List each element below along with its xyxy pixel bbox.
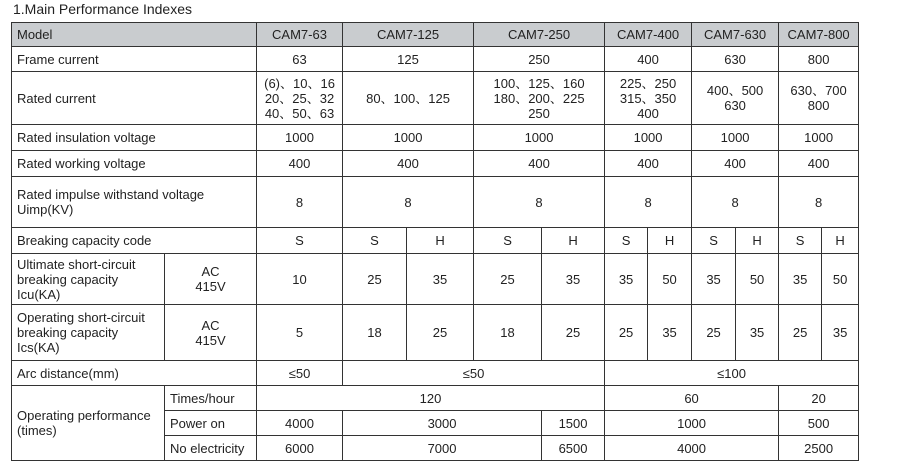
frame-current-label: Frame current [12,47,257,72]
table-cell: 4000 [257,411,343,436]
table-cell: 35 [736,305,779,361]
cell-line: 630 [724,98,746,113]
label-line: Operating performance [17,408,151,423]
ultimate-short-circuit-label [12,254,165,305]
cell-line: 315、350 [619,90,677,106]
table-cell: 35 [605,254,648,305]
table-cell: 400 [779,151,859,177]
condition-line: 415V [195,332,226,348]
table-cell: 18 [474,305,542,361]
table-cell: 25 [779,305,822,361]
table-cell: 25 [343,254,407,305]
table-cell: 35 [779,254,822,305]
table-cell: 25 [542,305,605,361]
table-cell: 1500 [542,411,605,436]
table-cell: 20 [779,386,859,411]
table-cell: 25 [407,305,474,361]
ultimate-short-circuit-row [12,254,859,305]
operating-short-circuit-row [12,305,859,361]
table-cell: 1000 [605,411,779,436]
table-cell: 400 [257,151,343,177]
table-cell: 60 [605,386,779,411]
rated-impulse-voltage-row [12,177,859,228]
table-cell [474,72,605,125]
table-cell: 25 [605,305,648,361]
table-cell: 8 [692,177,779,228]
times-hour-label: Times/hour [165,386,257,411]
table-cell: 50 [822,254,859,305]
table-cell: ≤50 [343,361,605,386]
model-cam7-63: CAM7-63 [257,23,343,47]
cell-line: 225、250 [619,75,677,91]
label-line: Icu(KA) [17,286,61,302]
rated-insulation-voltage-row [12,125,859,151]
section-title: 1.Main Performance Indexes [13,1,192,17]
performance-table [11,22,859,461]
table-cell: 800 [779,47,859,72]
rated-impulse-voltage-label [12,177,257,228]
condition-line: AC [201,317,220,333]
table-cell: S [779,228,822,254]
table-cell: 50 [736,254,779,305]
model-cam7-400: CAM7-400 [605,23,692,47]
cell-line: 400、500 [706,83,764,98]
table-cell: 125 [343,47,474,72]
table-cell: 8 [474,177,605,228]
table-cell [257,72,343,125]
condition-line: 415V [195,279,226,294]
table-cell: 18 [343,305,407,361]
label-line: (times) [17,423,57,438]
table-cell: 400 [692,151,779,177]
times-hour-row [12,386,859,411]
table-cell: 35 [407,254,474,305]
operating-condition [165,305,257,361]
header-row [12,23,859,47]
table-cell: 35 [822,305,859,361]
rated-working-voltage-label: Rated working voltage [12,151,257,177]
arc-distance-row [12,361,859,386]
table-cell [605,72,692,125]
table-cell: 35 [542,254,605,305]
table-cell: 250 [474,47,605,72]
table-cell: ≤50 [257,361,343,386]
table-cell: 1000 [692,125,779,151]
label-line: Ics(KA) [17,340,60,355]
table-cell: 1000 [257,125,343,151]
table-cell: 35 [692,254,736,305]
label-line: Uimp(KV) [17,202,74,217]
cell-line: 800 [807,98,830,113]
table-cell: 50 [648,254,692,305]
table-cell: 25 [474,254,542,305]
table-cell: H [407,228,474,254]
table-cell: 4000 [605,436,779,461]
table-cell: 8 [257,177,343,228]
cell-line: 630、700 [790,83,847,98]
breaking-capacity-code-label: Breaking capacity code [12,228,257,254]
rated-current-label: Rated current [12,72,257,125]
model-header-label: Model [12,23,257,47]
label-line: Rated impulse withstand voltage [17,187,205,202]
cell-line: 20、25、32 [264,90,335,106]
operating-short-circuit-label [12,305,165,361]
table-cell: 1000 [779,125,859,151]
table-cell: 25 [692,305,736,361]
table-cell: 120 [257,386,605,411]
power-on-label: Power on [165,411,257,436]
table-cell: 400 [605,151,692,177]
table-cell: ≤100 [605,361,859,386]
table-cell: 8 [343,177,474,228]
rated-current-row [12,72,859,125]
table-cell: S [605,228,648,254]
arc-distance-label: Arc distance(mm) [12,361,257,386]
table-cell: 35 [648,305,692,361]
table-cell: 6000 [257,436,343,461]
table-cell: S [474,228,542,254]
table-cell: 63 [257,47,343,72]
table-cell [779,72,859,125]
cell-line: 80、100、125 [366,90,450,106]
table-cell: S [692,228,736,254]
cell-line: (6)、10、16 [264,75,335,91]
table-cell: 500 [779,411,859,436]
table-cell: 1000 [605,125,692,151]
table-cell: H [648,228,692,254]
table-cell: S [257,228,343,254]
table-cell: 2500 [779,436,859,461]
table-cell: 1000 [343,125,474,151]
table-cell: 5 [257,305,343,361]
cell-line: 40、50、63 [264,105,335,121]
no-electricity-label: No electricity [165,436,257,461]
table-cell [343,72,474,125]
label-line: breaking capacity [17,325,119,340]
breaking-capacity-code-row [12,228,859,254]
table-cell: H [822,228,859,254]
cell-line: 400 [637,105,659,121]
model-cam7-800: CAM7-800 [779,23,859,47]
model-cam7-125: CAM7-125 [343,23,474,47]
table-cell: 630 [692,47,779,72]
table-cell [692,72,779,125]
frame-current-row [12,47,859,72]
model-cam7-630: CAM7-630 [692,23,779,47]
table-cell: 400 [343,151,474,177]
table-cell: 10 [257,254,343,305]
table-cell: 7000 [343,436,542,461]
table-cell: 6500 [542,436,605,461]
rated-working-voltage-row [12,151,859,177]
table-cell: H [736,228,779,254]
label-line: Operating short-circuit [17,310,145,325]
table-cell: 400 [605,47,692,72]
ultimate-condition [165,254,257,305]
table-cell: 8 [779,177,859,228]
operating-performance-label [12,386,165,461]
cell-line: 250 [528,105,550,121]
rated-insulation-voltage-label: Rated insulation voltage [12,125,257,151]
label-line: breaking capacity [17,271,119,287]
table-cell: S [343,228,407,254]
table-cell: 400 [474,151,605,177]
model-cam7-250: CAM7-250 [474,23,605,47]
condition-line: AC [201,264,220,279]
cell-line: 100、125、160 [493,75,585,91]
cell-line: 180、200、225 [493,90,585,106]
table-cell: 3000 [343,411,542,436]
table-cell: 1000 [474,125,605,151]
table-cell: H [542,228,605,254]
table-cell: 8 [605,177,692,228]
label-line: Ultimate short-circuit [17,256,136,272]
